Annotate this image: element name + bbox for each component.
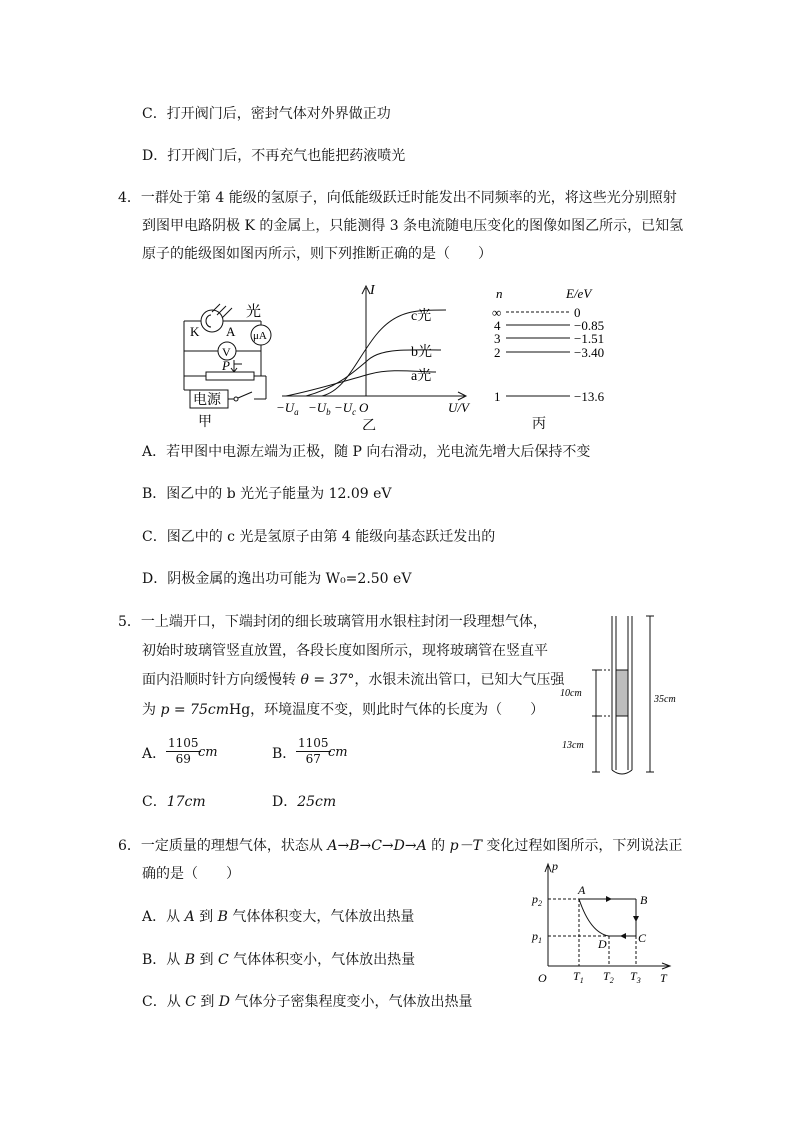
q5-option-b-label: B． bbox=[272, 746, 297, 762]
p2-label: $p_2$ bbox=[532, 892, 542, 908]
q5-option-a-unit: cm bbox=[198, 745, 218, 760]
p1-label: $p_1$ bbox=[532, 929, 542, 945]
x-axis-label: U/V bbox=[448, 400, 469, 415]
q6-option-a: A．从 A 到 B 气体体积变大，气体放出热量 bbox=[142, 909, 415, 925]
arrow-ab bbox=[606, 896, 612, 902]
q4-stem-line3: 原子的能级图如图丙所示，则下列推断正确的是（ ） bbox=[142, 246, 492, 262]
level-1-e: −13.6 bbox=[574, 389, 605, 404]
q5-stem-line1: 5．一上端开口，下端封闭的细长玻璃管用水银柱封闭一段理想气体， bbox=[118, 614, 547, 630]
point-b-label: B bbox=[640, 893, 648, 907]
curve-c-label: c光 bbox=[411, 309, 432, 324]
q4-option-b: B．图乙中的 b 光光子能量为 12.09 eV bbox=[142, 486, 392, 502]
curve-a-label: a光 bbox=[411, 369, 432, 384]
slider-p-label: P bbox=[222, 358, 230, 373]
figure-bing-energy-levels bbox=[488, 282, 628, 430]
figure-yi-iu-graph bbox=[276, 280, 476, 430]
level-3-e: −1.51 bbox=[574, 331, 605, 346]
q4-option-a: A．若甲图中电源左端为正极，随 P 向右滑动，光电流先增大后保持不变 bbox=[142, 444, 591, 460]
q5-option-c: C．17cm bbox=[142, 794, 206, 810]
y-axis-label: I bbox=[370, 283, 375, 298]
point-a-label: A bbox=[578, 883, 586, 897]
tick-ub: $-U_b$ bbox=[308, 400, 331, 417]
q5-stem-line4: 为 p = 75cmHg，环境温度不变，则此时气体的长度为（ ） bbox=[142, 702, 545, 718]
q3-option-d: D．打开阀门后，不再充气也能把药液喷光 bbox=[142, 148, 406, 164]
p-axis-label: p bbox=[552, 860, 558, 873]
phototube-icon bbox=[201, 310, 223, 332]
q5-stem-line2: 初始时玻璃管竖直放置，各段长度如图所示，现将玻璃管在竖直平 bbox=[142, 643, 548, 659]
q6-option-c: C．从 C 到 D 气体分子密集程度变小，气体放出热量 bbox=[142, 994, 473, 1010]
mercury-column bbox=[616, 670, 628, 716]
q5-option-d: D．25cm bbox=[272, 794, 337, 810]
level-3-n: 3 bbox=[494, 331, 501, 346]
anode-label: A bbox=[226, 324, 236, 339]
level-2-e: −3.40 bbox=[574, 345, 605, 360]
t-axis-label: T bbox=[660, 971, 667, 984]
gas-length-label: 13cm bbox=[562, 740, 584, 751]
q4-stem-line2: 到图甲电路阴极 K 的金属上，只能测得 3 条电流随电压变化的图像如图乙所示，已知氢 bbox=[142, 218, 684, 234]
curve-b-label: b光 bbox=[411, 345, 432, 360]
figure-jia-caption: 甲 bbox=[198, 415, 212, 430]
n-header: n bbox=[496, 286, 503, 301]
q5-option-a-fraction: $\frac{1105}{69}$ bbox=[168, 736, 199, 766]
figure-jia-circuit bbox=[176, 280, 280, 430]
t1-label: $T_1$ bbox=[573, 969, 584, 984]
light-label: 光 bbox=[246, 304, 262, 320]
cathode-label: K bbox=[190, 324, 200, 339]
light-ray bbox=[222, 308, 232, 318]
level-1-n: 1 bbox=[494, 389, 501, 404]
q3-option-c: C．打开阀门后，密封气体对外界做正功 bbox=[142, 106, 391, 122]
level-inf-n: ∞ bbox=[492, 305, 502, 320]
t3-label: $T_3$ bbox=[630, 969, 641, 984]
mercury-length-label: 10cm bbox=[560, 688, 582, 699]
tick-ua: $-U_a$ bbox=[276, 400, 299, 417]
figure-yi-caption: 乙 bbox=[362, 419, 376, 430]
voltmeter-label: V bbox=[222, 345, 231, 359]
origin-label: O bbox=[538, 971, 547, 984]
level-4-n: 4 bbox=[494, 318, 501, 333]
q5-stem-line3: 面内沿顺时针方向缓慢转 θ = 37°，水银未流出管口，已知大气压强 bbox=[142, 672, 565, 688]
figure-bing-caption: 丙 bbox=[532, 417, 546, 430]
point-d-label: D bbox=[598, 937, 607, 951]
arrow-cd bbox=[620, 933, 626, 939]
q4-option-d: D．阴极金属的逸出功可能为 W₀=2.50 eV bbox=[142, 571, 412, 587]
rheostat-icon bbox=[206, 372, 254, 380]
q5-option-b-unit: cm bbox=[328, 745, 348, 760]
tick-uc: $-U_c$ bbox=[334, 400, 357, 417]
q5-option-a-label: A． bbox=[142, 746, 167, 762]
q6-stem-line1: 6．一定质量的理想气体，状态从 A→B→C→D→A 的 p－T 变化过程如图所示，下列说法正 bbox=[118, 838, 683, 854]
light-ray bbox=[217, 306, 226, 315]
arrow-bc bbox=[633, 916, 639, 922]
point-c-label: C bbox=[638, 931, 647, 945]
path-da bbox=[579, 899, 609, 936]
total-length-label: 35cm bbox=[654, 694, 676, 705]
q5-tube-figure bbox=[560, 612, 680, 780]
power-source-label: 电源 bbox=[193, 393, 221, 408]
t2-label: $T_2$ bbox=[603, 969, 614, 984]
q4-stem-line1: 4．一群处于第 4 能级的氢原子，向低能级跃迁时能发出不同频率的光，将这些光分别照射 bbox=[118, 190, 677, 206]
q6-pt-graph bbox=[530, 860, 674, 984]
level-2-n: 2 bbox=[494, 345, 501, 360]
q5-option-b-fraction: $\frac{1105}{67}$ bbox=[298, 736, 329, 766]
q6-stem-line2: 确的是（ ） bbox=[142, 866, 240, 882]
microamp-label: μA bbox=[253, 330, 267, 342]
level-4-e: −0.85 bbox=[574, 318, 605, 333]
e-header: E/eV bbox=[566, 286, 592, 301]
level-inf-e: 0 bbox=[574, 305, 581, 320]
q4-option-c: C．图乙中的 c 光是氢原子由第 4 能级向基态跃迁发出的 bbox=[142, 529, 496, 545]
q6-option-b: B．从 B 到 C 气体体积变小，气体放出热量 bbox=[142, 952, 416, 968]
origin-label: O bbox=[359, 400, 369, 415]
